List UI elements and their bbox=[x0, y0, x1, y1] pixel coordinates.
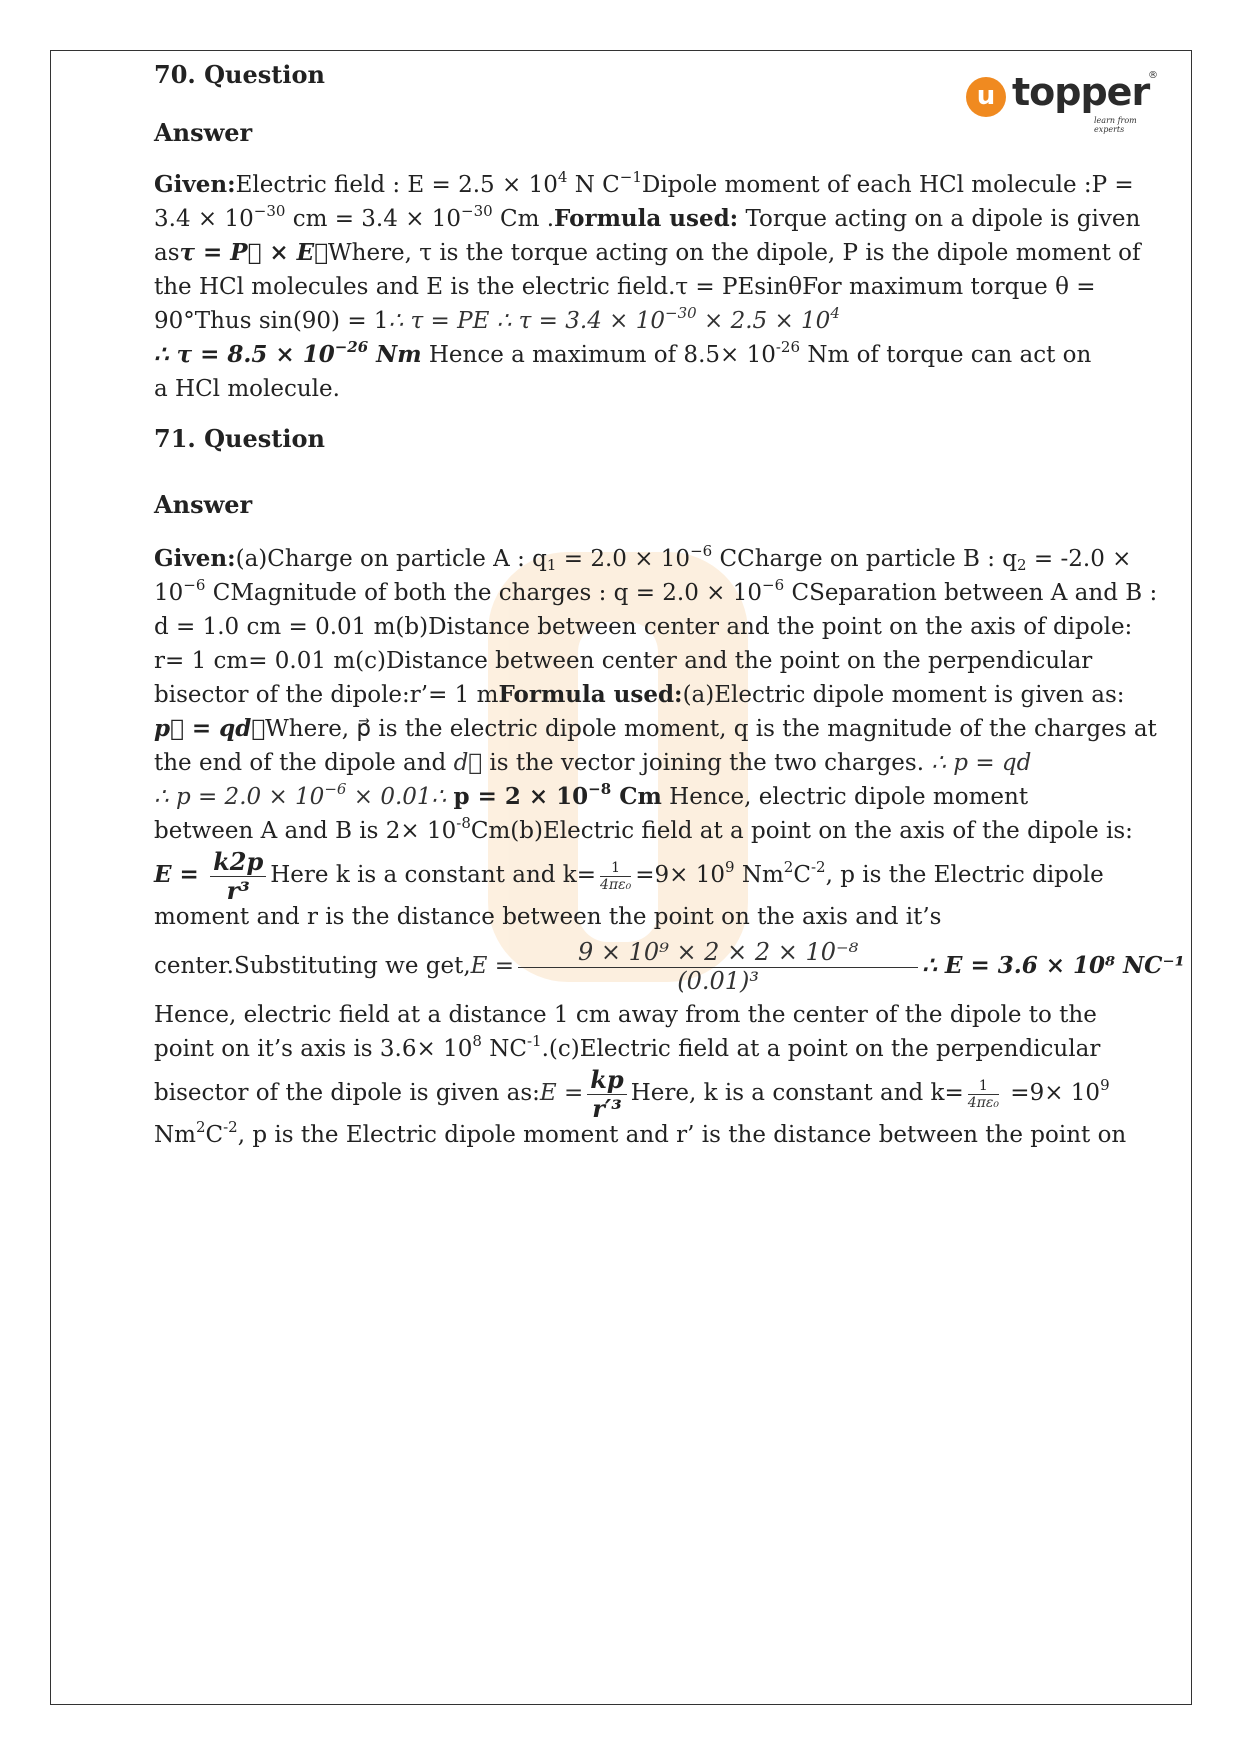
axial-field-result: ∴ E = 3.6 × 10⁸ NC⁻¹ bbox=[922, 952, 1185, 979]
logo-tagline: learn from experts bbox=[1094, 116, 1137, 134]
question-70-body: Given:Electric field : $E = 2.5 \times 10^4$ N $C^{-1}Dipole$ moment of each HCl molecule :P = $3.4 \times 10^{-30}$ cm = $3.4 \times 10^{-30}$ Cm .Formula used: Torque acting on a dipole is given asτ = P⃗ × E⃗Where, τ is the torque acting on the dipole, P is the dipole moment of the HCl molecules and E is the electric field.τ = PEsinθFor maximum torque θ = 90°Thus sin(90) = 1∴ τ = PE ∴ $\tau = 3.4 \times 10^{-30} \times 2.5 \times 10^4$ ∴ $\tau = 8.5 \times 10^{-26}$ Nm Hence a maximum of $8.5\times 10^{-26}$ Nm of torque can act on a HCl molecule. bbox=[154, 168, 1141, 402]
dipole-result: $p = 2 \times 10^{-8}$ Cm bbox=[453, 780, 662, 810]
formula-used-label-71: Formula used: bbox=[498, 681, 683, 708]
perpendicular-field-fraction: $\frac{kp}{\text{r′³}}$ bbox=[587, 1066, 626, 1122]
question-71-title: 71. Question bbox=[154, 424, 325, 453]
k-constant-fraction-2: $\frac{1}{\text{4πε₀}}$ bbox=[967, 1077, 999, 1111]
question-70-title: 70. Question bbox=[154, 60, 325, 89]
question-71-answer-label: Answer bbox=[154, 490, 253, 519]
given-label: Given: bbox=[154, 171, 236, 198]
field-substitution-fraction: $\frac{\text{9 × 10⁹ × 2 × 2 × 10⁻⁸}}{\text{(0.01)³}}$ bbox=[518, 939, 918, 995]
logo-icon: u bbox=[966, 77, 1006, 117]
k-constant-fraction: $\frac{1}{\text{4πε₀}}$ bbox=[600, 859, 632, 893]
torque-result: ∴ $\tau = 8.5 \times 10^{-26}$ Nm bbox=[154, 338, 422, 368]
question-71-body: Given:(a)Charge on particle A : $q_1 = 2.0 \times 10^{-6}$ CCharge on particle B : $q_2 = -2.0$ × $10^{-6}$ CMagnitude of both the charges : $q = 2.0 \times 10^{-6}$ CSeparation between A and B : d = 1.0 cm = 0.01 m(b)Distance between center and the point on the axis of dipole: r= 1 cm= 0.01 m(c)Distance between center and the point on the perpendicular bisector of the dipole:r’= 1 mFormula used:(a)Electric dipole moment is given as: p⃗ = qd⃗Where, p⃗ is the electric dipole moment, q is the magnitude of the charges at the end of the dipole and d⃗ is the vector joining the two charges. ∴ p = qd ∴ $p = 2.0 \times 10^{-6}$ × 0.01∴ $p = 2 \times 10^{-8}$ Cm Hence, electric dipole moment between A and B is $2\times 10^{-8}Cm(b)Electric$ field at a point on the axis of the dipole is: E = $\frac{k2p}{\text{r³}}$ Here k is a constant and k= $\frac{1}{\text{4πε₀}}$ $=9\times 10^9$ $Nm^2C^{-2}$, p is the Electric dipole moment and r is the distance between the point on the axis and it’s center.Substituting we get,E = $\frac{\text{9 × 10⁹ × 2 × 2 × 10⁻⁸}}{\text{(0.01)³}}$ ∴ E = 3.6 × 10⁸ NC⁻¹ Hence, electric field at a distance 1 cm away from the center of the dipole to the point on it’s axis is $3.6\times 10^8$ $NC^{-1}.(c)Electric$ field at a point on the perpendicular bisector of the dipole is given as:E = $\frac{kp}{\text{r′³}}$ Here, k is a constant and k= $\frac{1}{\text{4πε₀}}$ $=9\times 10^9$ $Nm^2C^{-2}$, p is the Electric dipole moment and r’ is the distance between the point on bbox=[154, 542, 1185, 1148]
formula-used-label: Formula used: bbox=[554, 205, 739, 232]
axial-field-fraction: $\frac{k2p}{\text{r³}}$ bbox=[210, 848, 266, 904]
torque-equation: τ = P⃗ × E⃗ bbox=[179, 239, 328, 266]
dipole-substitution: ∴ $p = 2.0 \times 10^{-6}$ × 0.01∴ bbox=[154, 780, 454, 810]
question-70-answer-label: Answer bbox=[154, 118, 253, 147]
logo-wordmark: topper bbox=[1012, 70, 1150, 114]
given-label-71: Given: bbox=[154, 545, 236, 572]
torque-substitution: ∴ τ = PE ∴ $\tau = 3.4 \times 10^{-30} \times 2.5 \times 10^4$ bbox=[388, 304, 840, 334]
dipole-moment-equation: p⃗ = qd⃗ bbox=[154, 715, 266, 742]
registered-mark: ® bbox=[1148, 70, 1158, 81]
